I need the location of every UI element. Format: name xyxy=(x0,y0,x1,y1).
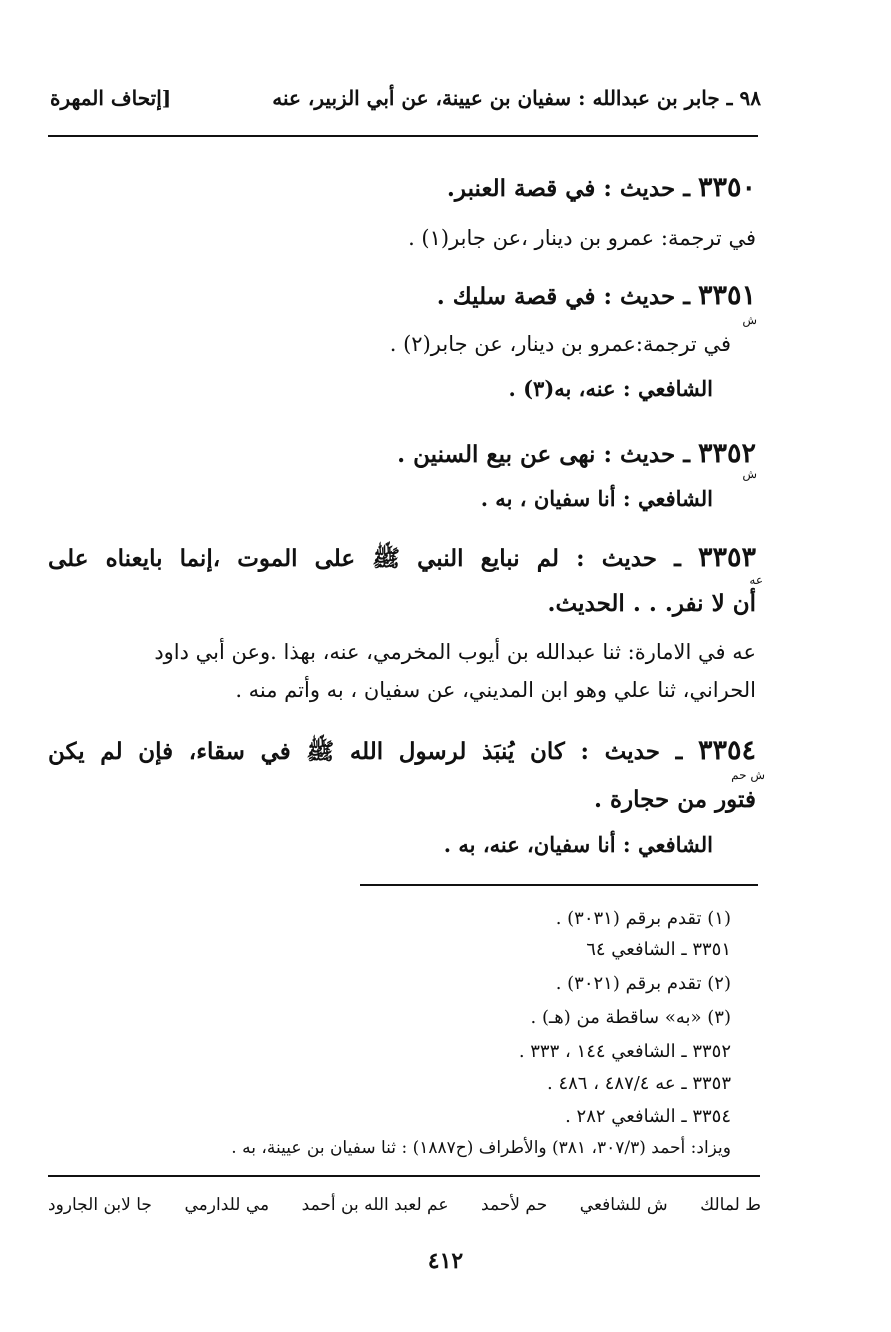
footnote: ٣٣٥٣ ـ عه ٤٨٧/٤ ، ٤٨٦ . xyxy=(547,1073,731,1094)
hadith-number: ٣٣٥٢ xyxy=(697,438,756,469)
source-marker: ش حم xyxy=(731,768,765,782)
running-title: ٩٨ ـ جابر بن عبدالله : سفيان بن عيينة، عن أبي الزبير، عنه xyxy=(272,86,761,110)
abbreviation-divider xyxy=(48,1175,760,1177)
hadith-number: ٣٣٥٤ xyxy=(697,735,756,766)
abbreviation-item: حم لأحمد xyxy=(481,1195,548,1215)
commentary-line: عه في الامارة: ثنا عبدالله بن أيوب المخرمي، عنه، بهذا .وعن أبي داود xyxy=(154,640,756,664)
footnote: ٣٣٥٤ ـ الشافعي ٢٨٢ . xyxy=(565,1106,731,1127)
abbreviation-item: جا لابن الجارود xyxy=(48,1195,152,1215)
hadith-entry-3354 xyxy=(48,735,756,771)
hadith-number: ٣٣٥٣ xyxy=(697,542,756,573)
hadith-entry-3352 xyxy=(397,438,756,469)
abbreviation-item: ط لمالك xyxy=(700,1195,761,1215)
translation-ref: في ترجمة: عمرو بن دينار ،عن جابر(١) . xyxy=(408,226,756,250)
translation-ref: في ترجمة:عمرو بن دينار، عن جابر(٢) . xyxy=(389,332,731,356)
hadith-number: ٣٣٥١ xyxy=(697,280,756,311)
footnote: (١) تقدم برقم (٣٠٣١) . xyxy=(555,908,731,929)
source-marker: ش xyxy=(742,313,757,327)
hadith-number: ٣٣٥٠ xyxy=(697,172,756,203)
hadith-entry-3351 xyxy=(437,280,756,311)
commentary-line: الحراني، ثنا علي وهو ابن المديني، عن سفيان ، به وأتم منه . xyxy=(235,678,756,702)
book-title: [إتحاف المهرة xyxy=(50,86,172,110)
source-marker: عه xyxy=(749,573,763,587)
hadith-heading: ـ حديث : لم نبايع النبي ﷺ على الموت ،إنما بايعناه على xyxy=(48,545,681,572)
footnote: ٣٣٥٢ ـ الشافعي ١٤٤ ، ٣٣٣ . xyxy=(518,1041,731,1062)
source-chain: الشافعي : أنا سفيان، عنه، به . xyxy=(443,832,713,857)
abbreviation-item: عم لعبد الله بن أحمد xyxy=(301,1195,449,1215)
hadith-continuation: أن لا نفر. . . الحديث. xyxy=(547,590,756,617)
header-divider xyxy=(48,135,758,137)
abbreviation-key xyxy=(48,1195,761,1215)
source-chain: الشافعي : عنه، به(٣) . xyxy=(508,376,713,401)
abbreviation-item: مي للدارمي xyxy=(184,1195,270,1215)
footnote: (٢) تقدم برقم (٣٠٢١) . xyxy=(555,973,731,994)
footnote: ٣٣٥١ ـ الشافعي ٦٤ xyxy=(586,939,731,960)
source-marker: ش xyxy=(742,467,757,481)
footnote-divider xyxy=(360,884,758,886)
page-number: ٤١٢ xyxy=(427,1248,464,1274)
hadith-heading: ـ حديث : نهى عن بيع السنين . xyxy=(397,441,690,468)
abbreviation-item: ش للشافعي xyxy=(579,1195,668,1215)
footnote: ويزاد: أحمد (٣٠٧/٣، ٣٨١) والأطراف (ح١٨٨٧) : ثنا سفيان بن عيينة، به . xyxy=(231,1138,731,1158)
hadith-heading: ـ حديث : كان يُنبَذ لرسول الله ﷺ في سقاء، فإن لم يكن xyxy=(48,738,683,765)
hadith-heading: ـ حديث : في قصة العنبر. xyxy=(446,175,690,202)
source-chain: الشافعي : أنا سفيان ، به . xyxy=(480,486,713,511)
footnote: (٣) «به» ساقطة من (هـ) . xyxy=(530,1007,731,1028)
hadith-continuation: فتور من حجارة . xyxy=(593,786,756,813)
hadith-entry-3353 xyxy=(48,542,756,578)
hadith-entry-3350 xyxy=(447,172,756,203)
hadith-heading: ـ حديث : في قصة سليك . xyxy=(436,283,690,310)
